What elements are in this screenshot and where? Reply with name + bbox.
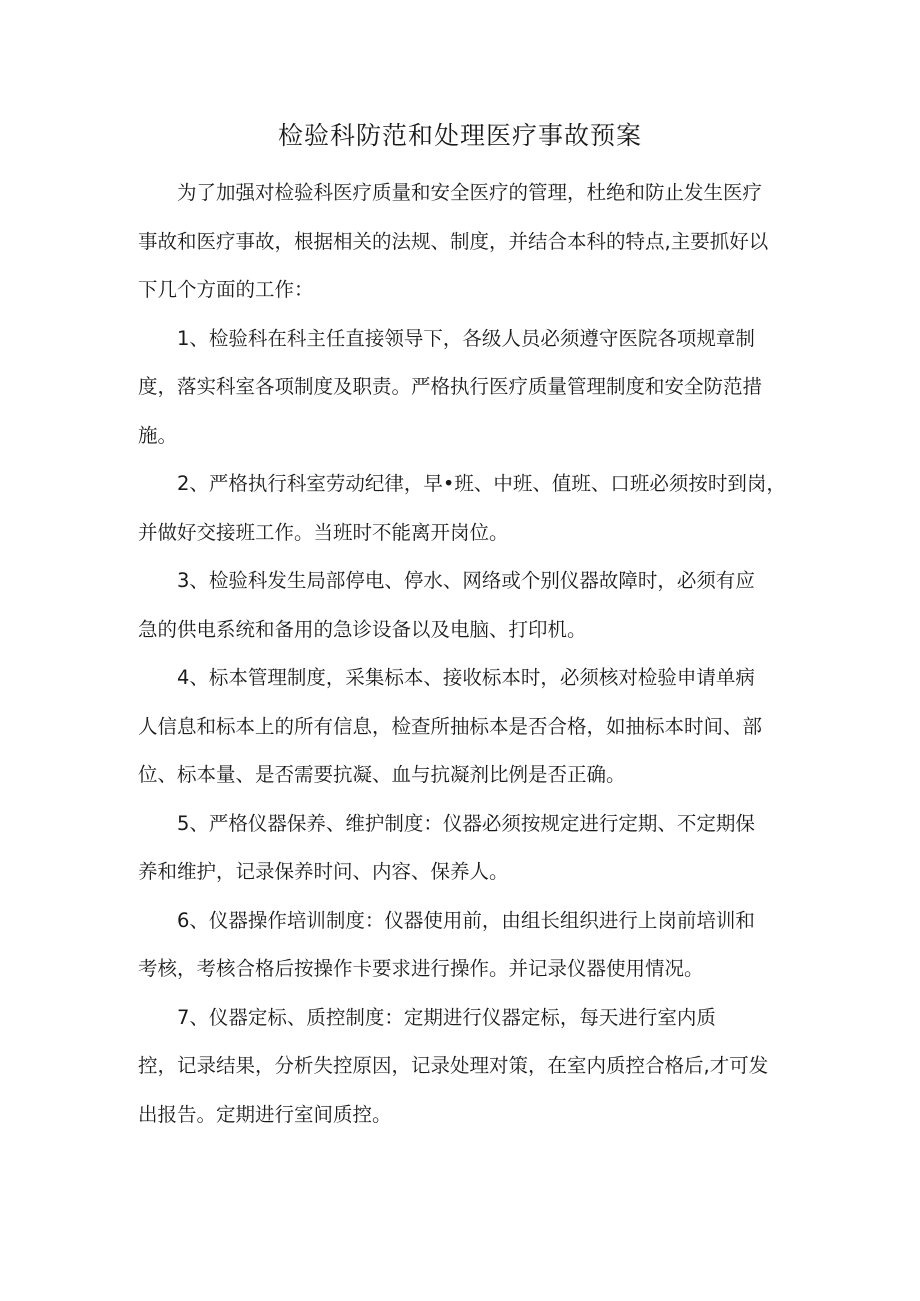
paragraph-intro — [138, 169, 788, 315]
document-body — [138, 169, 788, 1139]
paragraph-line: 出报告。定期进行室间质控。 — [138, 1102, 392, 1126]
paragraph-item-6 — [138, 897, 788, 994]
paragraph-item-3 — [138, 557, 788, 654]
paragraph-item-4 — [138, 654, 788, 800]
paragraph-line: 4、标本管理制度，采集标本、接收标本时，必须核对检验申请单病 — [177, 666, 755, 689]
paragraph-item-7 — [138, 994, 788, 1140]
paragraph-line: 5、严格仪器保养、维护制度：仪器必须按规定进行定期、不定期保 — [177, 811, 755, 835]
paragraph-line: 考核，考核合格后按操作卡要求进行操作。并记录仪器使用情况。 — [138, 957, 704, 980]
paragraph-line: 6、仪器操作培训制度：仪器使用前，由组长组织进行上岗前培训和 — [177, 908, 755, 932]
paragraph-line: 1、检验科在科主任直接领导下，各级人员必须遵守医院各项规章制 — [177, 326, 755, 350]
paragraph-line: 下几个方面的工作： — [138, 278, 314, 301]
paragraph-line: 养和维护，记录保养时问、内容、保养人。 — [138, 860, 509, 883]
paragraph-line: 人信息和标本上的所有信息，检查所抽标本是否合格，如抽标本时间、部 — [138, 714, 763, 738]
paragraph-line: 7、仪器定标、质控制度：定期进行仪器定标，每天进行室内质 — [177, 1005, 716, 1029]
paragraph-line: 度，落实科室各项制度及职责。严格执行医疗质量管理制度和安全防范措 — [138, 375, 763, 398]
paragraph-item-5 — [138, 800, 788, 897]
paragraph-line: 控，记录结果，分析失控原因，记录处理对策，在室内质控合格后,才可发 — [138, 1054, 769, 1077]
paragraph-line: 位、标本量、是否需要抗凝、血与抗凝剂比例是否正确。 — [138, 763, 626, 786]
document-title: 检验科防范和处理医疗事故预案 — [277, 121, 642, 150]
paragraph-line: 2、严格执行科室劳动纪律，早•班、中班、值班、口班必须按时到岗， — [177, 472, 786, 495]
paragraph-line: 为了加强对检验科医疗质量和安全医疗的管理，杜绝和防止发生医疗 — [177, 181, 763, 204]
paragraph-item-1 — [138, 315, 788, 461]
paragraph-line: 并做好交接班工作。当班时不能离开岗位。 — [138, 520, 509, 544]
paragraph-line: 事故和医疗事故，根据相关的法规、制度，并结合本科的特点,主要抓好以 — [138, 229, 769, 253]
paragraph-line: 施。 — [138, 423, 178, 447]
paragraph-line: 急的供电系统和备用的急诊设备以及电脑、打印机。 — [138, 617, 587, 641]
paragraph-line: 3、检验科发生局部停电、停水、网络或个别仪器故障时，必须有应 — [177, 569, 755, 592]
paragraph-item-2 — [138, 460, 788, 557]
